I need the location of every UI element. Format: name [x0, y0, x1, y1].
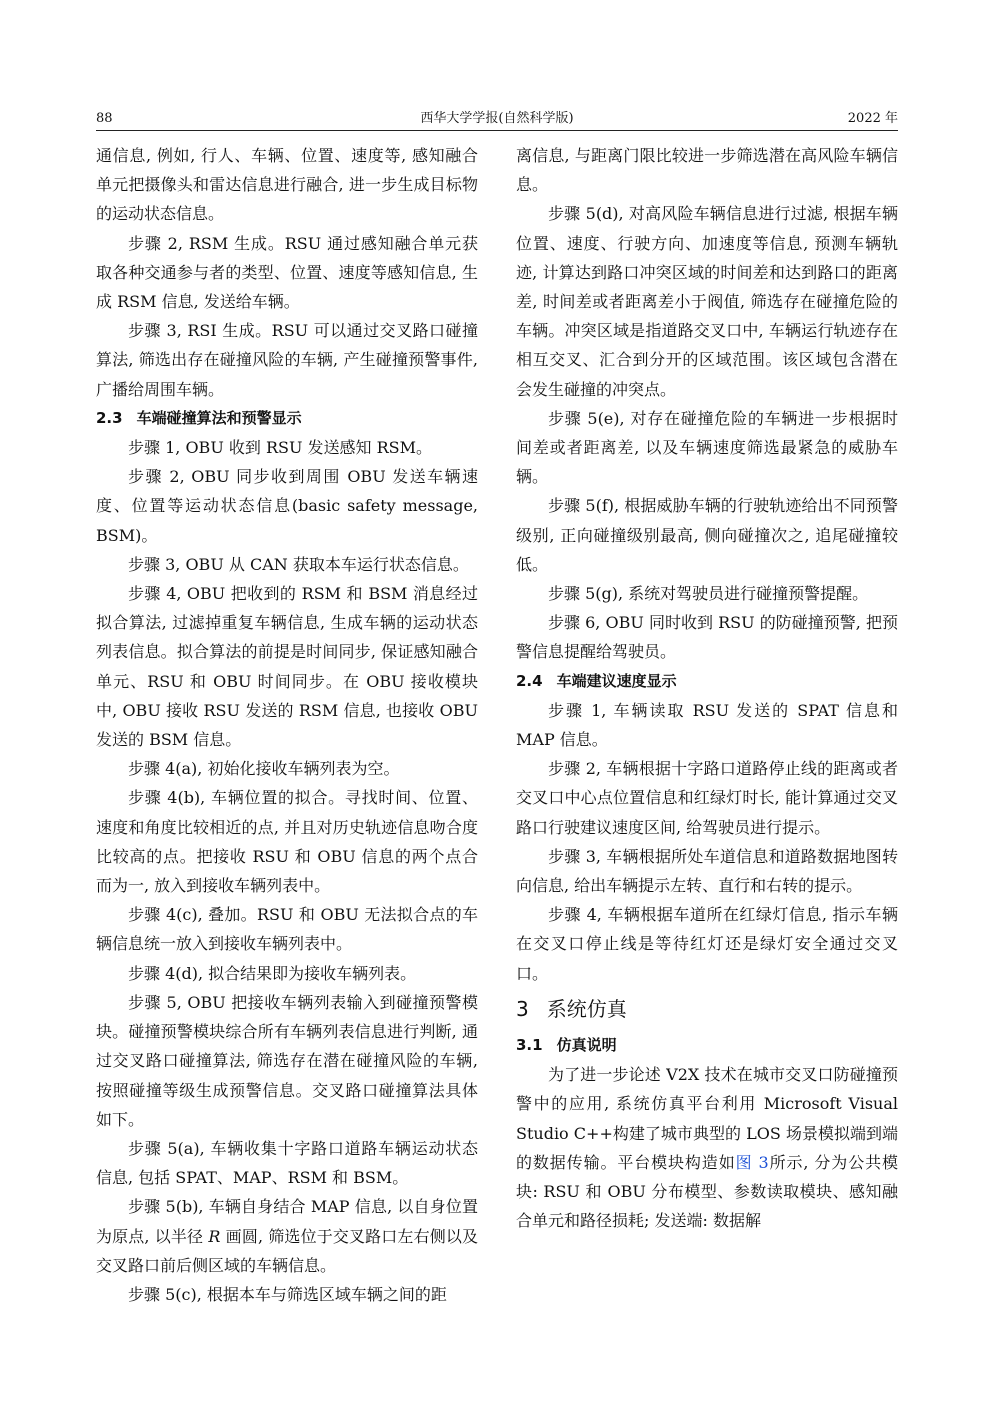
section-title: 仿真说明: [556, 1035, 617, 1054]
left-column: [96, 141, 478, 1309]
paragraph: 步骤 5, OBU 把接收车辆列表输入到碰撞预警模块。碰撞预警模块综合所有车辆列表信息进行判断, 通过交叉路口碰撞算法, 筛选存在潜在碰撞风险的车辆, 按照碰撞等级生成预警信息。交叉路口碰撞算法具体如下。: [96, 992, 478, 1129]
right-column: [516, 141, 898, 1235]
paragraph: 步骤 5(d), 对高风险车辆信息进行过滤, 根据车辆位置、速度、行驶方向、加速度等信息, 预测车辆轨迹, 计算达到路口冲突区域的时间差和达到路口的距离差, 时间差或者距离差小于阀值, 筛选存在碰撞危险的车辆。冲突区域是指道路交叉口中, 车辆运行轨迹存在相互交叉、汇合到分开的区域范围。该区域包含潜在会发生碰撞的冲突点。: [516, 204, 898, 399]
section-number: 3: [516, 996, 529, 1021]
paragraph: 步骤 5(g), 系统对驾驶员进行碰撞预警提醒。: [548, 584, 869, 604]
publication-year: 2022 年: [847, 111, 898, 126]
paragraph: 步骤 2, RSM 生成。RSU 通过感知融合单元获取各种交通参与者的类型、位置、速度等感知信息, 生成 RSM 信息, 发送给车辆。: [96, 233, 478, 312]
paragraph: [96, 1192, 478, 1280]
paragraph: 步骤 4(d), 拟合结果即为接收车辆列表。: [128, 963, 417, 983]
paragraph: 步骤 5(c), 根据本车与筛选区域车辆之间的距: [128, 1284, 447, 1304]
paragraph: 步骤 3, 车辆根据所处车道信息和道路数据地图转向信息, 给出车辆提示左转、直行和右转的提示。: [516, 846, 898, 896]
section-title: 车端建议速度显示: [556, 671, 677, 690]
section-title: 车端碰撞算法和预警显示: [136, 408, 302, 427]
section-number: 3.1: [516, 1035, 543, 1054]
paragraph: 步骤 6, OBU 同时收到 RSU 的防碰撞预警, 把预警信息提醒给驾驶员。: [516, 613, 898, 662]
paragraph: 步骤 5(e), 对存在碰撞危险的车辆进一步根据时间差或者距离差, 以及车辆速度筛选最紧急的威胁车辆。: [516, 408, 898, 487]
text-run: 所示, 分为公共模块: RSU 和 OBU 分布模型、参数读取模块、感知融合单元和路径损耗; 发送端: 数据解: [516, 1152, 898, 1231]
journal-name: 西华大学学报(自然科学版): [420, 111, 574, 126]
paragraph: 步骤 1, 车辆读取 RSU 发送的 SPAT 信息和 MAP 信息。: [516, 700, 898, 750]
paragraph: 步骤 4(a), 初始化接收车辆列表为空。: [128, 759, 400, 779]
paragraph: 步骤 3, OBU 从 CAN 获取本车运行状态信息。: [128, 554, 469, 574]
paragraph: 步骤 3, RSI 生成。RSU 可以通过交叉路口碰撞算法, 筛选出存在碰撞风险的车辆, 产生碰撞预警事件, 广播给周围车辆。: [96, 321, 478, 399]
paragraph: 步骤 4, OBU 把收到的 RSM 和 BSM 消息经过拟合算法, 过滤掉重复车辆信息, 生成车辆的运动状态列表信息。拟合算法的前提是时间同步, 保证感知融合单元、RSU 和 OBU 时间同步。在 OBU 接收模块中, OBU 接收 RSU 发送的 RSM 信息, 也接收 OBU 发送的 BSM 信息。: [96, 584, 478, 750]
paragraph: 步骤 5(a), 车辆收集十字路口道路车辆运动状态信息, 包括 SPAT、MAP、RSM 和 BSM。: [96, 1138, 478, 1188]
page-header: [96, 108, 898, 131]
paragraph: 通信息, 例如, 行人、车辆、位置、速度等, 感知融合单元把摄像头和雷达信息进行融合, 进一步生成目标物的运动状态信息。: [96, 146, 478, 224]
section-heading-2-4: [516, 667, 898, 696]
paragraph: [516, 1060, 898, 1235]
paragraph: 步骤 2, OBU 同步收到周围 OBU 发送车辆速度、位置等运动状态信息(basic safety message, BSM)。: [96, 467, 478, 545]
section-heading-2-3: [96, 404, 478, 433]
figure-reference-link[interactable]: 图 3: [735, 1152, 769, 1172]
section-number: 2.4: [516, 671, 543, 690]
section-heading-3: [516, 993, 898, 1025]
paragraph: 离信息, 与距离门限比较进一步筛选潜在高风险车辆信息。: [516, 146, 898, 195]
page-number: 88: [96, 111, 113, 126]
section-title: 系统仿真: [546, 996, 627, 1021]
section-number: 2.3: [96, 408, 123, 427]
paragraph: 步骤 1, OBU 收到 RSU 发送感知 RSM。: [128, 438, 433, 458]
text-run: 画圆, 筛选位于交叉路口左右侧以及交叉路口前后侧区域的车辆信息。: [96, 1226, 478, 1275]
paragraph: 步骤 2, 车辆根据十字路口道路停止线的距离或者交叉口中心点位置信息和红绿灯时长, 能计算通过交叉路口行驶建议速度区间, 给驾驶员进行提示。: [516, 759, 898, 837]
text-run: 步骤 5(b), 车辆自身结合 MAP 信息, 以自身位置为原点, 以半径: [96, 1197, 478, 1246]
variable-r: R: [208, 1226, 221, 1246]
text-run: 为了进一步论述 V2X 技术在城市交叉口防碰撞预警中的应用, 系统仿真平台利用 Microsoft Visual Studio C++构建了城市典型的 LOS 场景模拟端到端的数据传输。平台模块构造如: [516, 1065, 898, 1172]
paragraph: 步骤 4, 车辆根据车道所在红绿灯信息, 指示车辆在交叉口停止线是等待红灯还是绿灯安全通过交叉口。: [516, 905, 898, 983]
paragraph: 步骤 4(c), 叠加。RSU 和 OBU 无法拟合点的车辆信息统一放入到接收车辆列表中。: [96, 905, 478, 954]
paragraph: 步骤 4(b), 车辆位置的拟合。寻找时间、位置、速度和角度比较相近的点, 并且对历史轨迹信息吻合度比较高的点。把接收 RSU 和 OBU 信息的两个点合而为一, 放入到接收车辆列表中。: [96, 788, 478, 896]
paragraph: 步骤 5(f), 根据威胁车辆的行驶轨迹给出不同预警级别, 正向碰撞级别最高, 侧向碰撞次之, 追尾碰撞较低。: [516, 496, 898, 574]
section-heading-3-1: [516, 1031, 898, 1060]
